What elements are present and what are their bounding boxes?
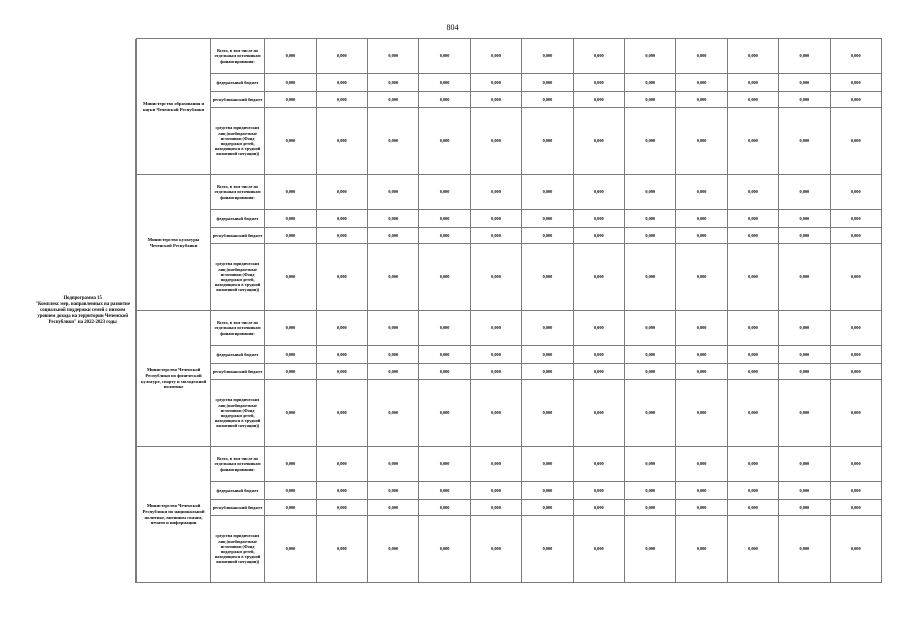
amount-cell: 0,000 xyxy=(624,311,675,346)
amount-cell: 0,000 xyxy=(624,228,675,244)
amount-cell: 0,000 xyxy=(470,108,521,175)
amount-cell: 0,000 xyxy=(522,380,573,447)
funding-source-extrabudget: средства юридических лиц (внебюджетные источники (Фонд поддержки детей, находящихся в трудной жизненной ситуации)) xyxy=(210,380,264,447)
program-title-line1: Подпрограмма 15 xyxy=(63,295,102,301)
amount-cell: 0,000 xyxy=(522,244,573,311)
amount-cell: 0,000 xyxy=(316,482,367,500)
amount-cell: 0,000 xyxy=(830,482,881,500)
amount-cell: 0,000 xyxy=(522,346,573,364)
amount-cell: 0,000 xyxy=(727,364,778,380)
amount-cell: 0,000 xyxy=(522,364,573,380)
funding-source-total: Всего, в том числе по отдельным источникам финансирования: xyxy=(210,447,264,482)
amount-cell: 0,000 xyxy=(676,39,727,74)
amount-cell: 0,000 xyxy=(573,346,624,364)
amount-cell: 0,000 xyxy=(522,108,573,175)
amount-cell: 0,000 xyxy=(419,311,470,346)
amount-cell: 0,000 xyxy=(676,380,727,447)
amount-cell: 0,000 xyxy=(316,516,367,583)
amount-cell: 0,000 xyxy=(368,175,419,210)
amount-cell: 0,000 xyxy=(624,500,675,516)
budget-row xyxy=(30,39,882,74)
budget-row xyxy=(30,311,882,346)
amount-cell: 0,000 xyxy=(573,311,624,346)
budget-table xyxy=(30,38,882,583)
amount-cell: 0,000 xyxy=(368,210,419,228)
amount-cell: 0,000 xyxy=(573,108,624,175)
amount-cell: 0,000 xyxy=(727,244,778,311)
amount-cell: 0,000 xyxy=(727,447,778,482)
amount-cell: 0,000 xyxy=(676,500,727,516)
amount-cell: 0,000 xyxy=(316,175,367,210)
amount-cell: 0,000 xyxy=(676,108,727,175)
amount-cell: 0,000 xyxy=(368,108,419,175)
amount-cell: 0,000 xyxy=(470,364,521,380)
amount-cell: 0,000 xyxy=(779,244,830,311)
amount-cell: 0,000 xyxy=(368,346,419,364)
amount-cell: 0,000 xyxy=(316,210,367,228)
amount-cell: 0,000 xyxy=(573,244,624,311)
amount-cell: 0,000 xyxy=(727,210,778,228)
amount-cell: 0,000 xyxy=(779,364,830,380)
amount-cell: 0,000 xyxy=(779,346,830,364)
amount-cell: 0,000 xyxy=(265,228,316,244)
amount-cell: 0,000 xyxy=(522,39,573,74)
amount-cell: 0,000 xyxy=(624,482,675,500)
amount-cell: 0,000 xyxy=(419,380,470,447)
amount-cell: 0,000 xyxy=(676,74,727,92)
amount-cell: 0,000 xyxy=(676,447,727,482)
amount-cell: 0,000 xyxy=(419,346,470,364)
funding-source-extrabudget: средства юридических лиц (внебюджетные источники (Фонд поддержки детей, находящихся в трудной жизненной ситуации)) xyxy=(210,516,264,583)
amount-cell: 0,000 xyxy=(316,311,367,346)
amount-cell: 0,000 xyxy=(265,364,316,380)
amount-cell: 0,000 xyxy=(573,92,624,108)
amount-cell: 0,000 xyxy=(676,516,727,583)
amount-cell: 0,000 xyxy=(470,346,521,364)
amount-cell: 0,000 xyxy=(265,92,316,108)
amount-cell: 0,000 xyxy=(419,210,470,228)
amount-cell: 0,000 xyxy=(419,92,470,108)
amount-cell: 0,000 xyxy=(368,244,419,311)
amount-cell: 0,000 xyxy=(522,311,573,346)
amount-cell: 0,000 xyxy=(727,516,778,583)
organization-name: Министерство Чеченской Республики по национальной политике, внешним связям, печати и информации xyxy=(137,447,211,583)
amount-cell: 0,000 xyxy=(727,92,778,108)
amount-cell: 0,000 xyxy=(779,210,830,228)
amount-cell: 0,000 xyxy=(830,210,881,228)
amount-cell: 0,000 xyxy=(830,244,881,311)
amount-cell: 0,000 xyxy=(727,74,778,92)
amount-cell: 0,000 xyxy=(779,500,830,516)
amount-cell: 0,000 xyxy=(316,92,367,108)
amount-cell: 0,000 xyxy=(470,210,521,228)
budget-row xyxy=(30,447,882,482)
amount-cell: 0,000 xyxy=(316,364,367,380)
amount-cell: 0,000 xyxy=(368,92,419,108)
amount-cell: 0,000 xyxy=(830,108,881,175)
amount-cell: 0,000 xyxy=(368,74,419,92)
amount-cell: 0,000 xyxy=(779,447,830,482)
funding-source-federal: федеральный бюджет xyxy=(210,346,264,364)
amount-cell: 0,000 xyxy=(316,447,367,482)
amount-cell: 0,000 xyxy=(419,447,470,482)
amount-cell: 0,000 xyxy=(727,175,778,210)
amount-cell: 0,000 xyxy=(419,500,470,516)
amount-cell: 0,000 xyxy=(265,447,316,482)
amount-cell: 0,000 xyxy=(522,228,573,244)
amount-cell: 0,000 xyxy=(368,364,419,380)
program-title-cell xyxy=(30,39,136,583)
amount-cell: 0,000 xyxy=(265,175,316,210)
amount-cell: 0,000 xyxy=(265,346,316,364)
amount-cell: 0,000 xyxy=(368,228,419,244)
amount-cell: 0,000 xyxy=(368,447,419,482)
amount-cell: 0,000 xyxy=(830,92,881,108)
amount-cell: 0,000 xyxy=(830,447,881,482)
amount-cell: 0,000 xyxy=(316,500,367,516)
amount-cell: 0,000 xyxy=(419,244,470,311)
amount-cell: 0,000 xyxy=(779,175,830,210)
amount-cell: 0,000 xyxy=(368,380,419,447)
amount-cell: 0,000 xyxy=(727,108,778,175)
amount-cell: 0,000 xyxy=(830,346,881,364)
amount-cell: 0,000 xyxy=(316,228,367,244)
amount-cell: 0,000 xyxy=(779,380,830,447)
funding-source-total: Всего, в том числе по отдельным источникам финансирования: xyxy=(210,311,264,346)
amount-cell: 0,000 xyxy=(727,500,778,516)
amount-cell: 0,000 xyxy=(830,516,881,583)
amount-cell: 0,000 xyxy=(573,210,624,228)
amount-cell: 0,000 xyxy=(419,175,470,210)
amount-cell: 0,000 xyxy=(676,482,727,500)
amount-cell: 0,000 xyxy=(522,500,573,516)
amount-cell: 0,000 xyxy=(676,92,727,108)
amount-cell: 0,000 xyxy=(624,39,675,74)
organization-name: Министерство образования и науки Чеченской Республики xyxy=(137,39,211,175)
amount-cell: 0,000 xyxy=(624,346,675,364)
amount-cell: 0,000 xyxy=(779,108,830,175)
amount-cell: 0,000 xyxy=(676,244,727,311)
amount-cell: 0,000 xyxy=(316,39,367,74)
amount-cell: 0,000 xyxy=(676,210,727,228)
amount-cell: 0,000 xyxy=(368,311,419,346)
organization-name: Министерство Чеченской Республики по физической культуре, спорту и молодежной политике xyxy=(137,311,211,447)
amount-cell: 0,000 xyxy=(676,346,727,364)
amount-cell: 0,000 xyxy=(624,244,675,311)
amount-cell: 0,000 xyxy=(265,500,316,516)
amount-cell: 0,000 xyxy=(830,175,881,210)
funding-source-republic: республиканский бюджет xyxy=(210,92,264,108)
amount-cell: 0,000 xyxy=(470,380,521,447)
amount-cell: 0,000 xyxy=(470,311,521,346)
amount-cell: 0,000 xyxy=(265,108,316,175)
amount-cell: 0,000 xyxy=(419,516,470,583)
amount-cell: 0,000 xyxy=(624,516,675,583)
amount-cell: 0,000 xyxy=(624,364,675,380)
amount-cell: 0,000 xyxy=(419,482,470,500)
funding-source-extrabudget: средства юридических лиц (внебюджетные источники (Фонд поддержки детей, находящихся в трудной жизненной ситуации)) xyxy=(210,108,264,175)
amount-cell: 0,000 xyxy=(265,210,316,228)
amount-cell: 0,000 xyxy=(265,244,316,311)
amount-cell: 0,000 xyxy=(265,516,316,583)
amount-cell: 0,000 xyxy=(779,516,830,583)
amount-cell: 0,000 xyxy=(470,175,521,210)
funding-source-republic: республиканский бюджет xyxy=(210,364,264,380)
amount-cell: 0,000 xyxy=(419,39,470,74)
amount-cell: 0,000 xyxy=(470,244,521,311)
amount-cell: 0,000 xyxy=(470,74,521,92)
amount-cell: 0,000 xyxy=(265,380,316,447)
amount-cell: 0,000 xyxy=(522,210,573,228)
amount-cell: 0,000 xyxy=(368,500,419,516)
amount-cell: 0,000 xyxy=(624,92,675,108)
amount-cell: 0,000 xyxy=(573,39,624,74)
amount-cell: 0,000 xyxy=(676,311,727,346)
amount-cell: 0,000 xyxy=(624,175,675,210)
amount-cell: 0,000 xyxy=(470,447,521,482)
program-title-line2: "Комплекс мер, направленных на развитие социальной поддержки семей с низким уровнем дохода на территории Чеченской Республики" на 2022-2023 годы xyxy=(35,301,130,325)
funding-source-federal: федеральный бюджет xyxy=(210,210,264,228)
amount-cell: 0,000 xyxy=(624,108,675,175)
amount-cell: 0,000 xyxy=(830,39,881,74)
funding-source-federal: федеральный бюджет xyxy=(210,482,264,500)
amount-cell: 0,000 xyxy=(676,175,727,210)
amount-cell: 0,000 xyxy=(522,175,573,210)
amount-cell: 0,000 xyxy=(316,346,367,364)
amount-cell: 0,000 xyxy=(573,447,624,482)
funding-source-republic: республиканский бюджет xyxy=(210,228,264,244)
amount-cell: 0,000 xyxy=(624,380,675,447)
amount-cell: 0,000 xyxy=(368,39,419,74)
amount-cell: 0,000 xyxy=(779,92,830,108)
amount-cell: 0,000 xyxy=(624,74,675,92)
amount-cell: 0,000 xyxy=(265,311,316,346)
amount-cell: 0,000 xyxy=(727,311,778,346)
amount-cell: 0,000 xyxy=(573,500,624,516)
amount-cell: 0,000 xyxy=(624,210,675,228)
amount-cell: 0,000 xyxy=(676,228,727,244)
amount-cell: 0,000 xyxy=(265,482,316,500)
amount-cell: 0,000 xyxy=(419,74,470,92)
amount-cell: 0,000 xyxy=(830,500,881,516)
amount-cell: 0,000 xyxy=(522,447,573,482)
amount-cell: 0,000 xyxy=(676,364,727,380)
amount-cell: 0,000 xyxy=(470,482,521,500)
amount-cell: 0,000 xyxy=(830,74,881,92)
amount-cell: 0,000 xyxy=(316,74,367,92)
page-number: 804 xyxy=(446,23,459,32)
amount-cell: 0,000 xyxy=(830,228,881,244)
funding-source-extrabudget: средства юридических лиц (внебюджетные источники (Фонд поддержки детей, находящихся в трудной жизненной ситуации)) xyxy=(210,244,264,311)
amount-cell: 0,000 xyxy=(779,228,830,244)
amount-cell: 0,000 xyxy=(522,92,573,108)
amount-cell: 0,000 xyxy=(316,244,367,311)
amount-cell: 0,000 xyxy=(419,364,470,380)
amount-cell: 0,000 xyxy=(573,228,624,244)
funding-source-republic: республиканский бюджет xyxy=(210,500,264,516)
amount-cell: 0,000 xyxy=(522,482,573,500)
amount-cell: 0,000 xyxy=(830,311,881,346)
amount-cell: 0,000 xyxy=(368,482,419,500)
amount-cell: 0,000 xyxy=(727,39,778,74)
amount-cell: 0,000 xyxy=(265,39,316,74)
amount-cell: 0,000 xyxy=(727,346,778,364)
amount-cell: 0,000 xyxy=(779,39,830,74)
amount-cell: 0,000 xyxy=(419,108,470,175)
amount-cell: 0,000 xyxy=(470,516,521,583)
budget-row xyxy=(30,175,882,210)
amount-cell: 0,000 xyxy=(573,364,624,380)
amount-cell: 0,000 xyxy=(830,364,881,380)
amount-cell: 0,000 xyxy=(727,228,778,244)
amount-cell: 0,000 xyxy=(522,516,573,583)
amount-cell: 0,000 xyxy=(265,74,316,92)
amount-cell: 0,000 xyxy=(573,482,624,500)
amount-cell: 0,000 xyxy=(316,380,367,447)
amount-cell: 0,000 xyxy=(368,516,419,583)
amount-cell: 0,000 xyxy=(727,380,778,447)
funding-source-total: Всего, в том числе по отдельным источникам финансирования: xyxy=(210,39,264,74)
amount-cell: 0,000 xyxy=(419,228,470,244)
amount-cell: 0,000 xyxy=(573,74,624,92)
amount-cell: 0,000 xyxy=(779,74,830,92)
amount-cell: 0,000 xyxy=(573,516,624,583)
funding-source-total: Всего, в том числе по отдельным источникам финансирования: xyxy=(210,175,264,210)
amount-cell: 0,000 xyxy=(830,380,881,447)
amount-cell: 0,000 xyxy=(470,500,521,516)
funding-source-federal: федеральный бюджет xyxy=(210,74,264,92)
amount-cell: 0,000 xyxy=(522,74,573,92)
amount-cell: 0,000 xyxy=(779,311,830,346)
amount-cell: 0,000 xyxy=(470,92,521,108)
amount-cell: 0,000 xyxy=(573,380,624,447)
amount-cell: 0,000 xyxy=(779,482,830,500)
organization-name: Министерство культуры Чеченской Республики xyxy=(137,175,211,311)
amount-cell: 0,000 xyxy=(624,447,675,482)
amount-cell: 0,000 xyxy=(316,108,367,175)
amount-cell: 0,000 xyxy=(470,228,521,244)
amount-cell: 0,000 xyxy=(727,482,778,500)
amount-cell: 0,000 xyxy=(573,175,624,210)
amount-cell: 0,000 xyxy=(470,39,521,74)
